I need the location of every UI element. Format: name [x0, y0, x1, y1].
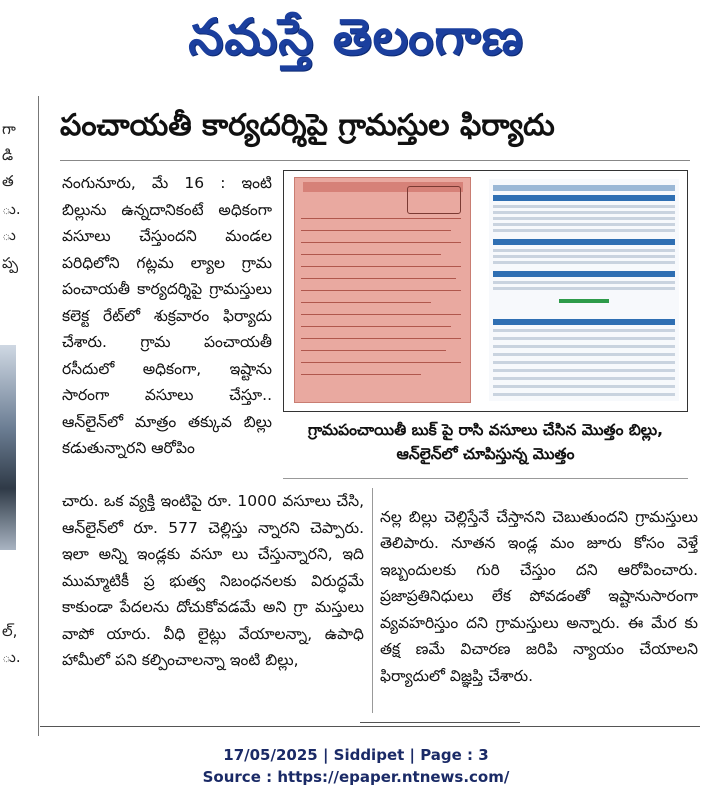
article-column-3 — [380, 488, 698, 705]
article-column-2 — [62, 488, 364, 674]
photo-caption: గ్రామపంచాయితీ బుక్ పై రాసి వసూలు చేసిన మొత్తం బిల్లు, ఆన్‌లైన్‌లో చూపిస్తున్న మొత్తం — [307, 421, 664, 463]
article-paragraph: నంగునూరు, మే 16 : ఇంటి బిల్లును ఉన్నదానికంటే అధికంగా వసూలు చేస్తుందని మండల పరిధిలోని గట్లమ ల్యాల గ్రామ పంచాయతీ కార్యదర్శిపై గ్రామస్తులు కలెక్ట రేట్‌లో శుక్రవారం ఫిర్యాదు చేశారు. గ్రామ పంచాయతీ రసీదులో అధికంగా, ఇష్టాను సారంగా వసూలు చేస్తూ.. ఆన్‌లైన్‌లో మాత్రం తక్కువ బిల్లు కడుతున్నారని ఆరోపిం — [62, 174, 272, 457]
online-record-screenshot — [489, 179, 679, 401]
article-bottom-rule — [40, 726, 700, 727]
masthead-title: నమస్తే తెలంగాణ — [188, 8, 524, 66]
fragment-text: ు. — [2, 200, 21, 218]
footer-source-line: Source : https://epaper.ntnews.com/ — [202, 768, 510, 786]
fragment-text: ు. — [2, 648, 21, 666]
page-footer — [0, 744, 712, 788]
fragment-text: త — [2, 172, 14, 190]
fragment-text: ల్, — [2, 622, 18, 640]
article-column-1 — [62, 170, 272, 462]
fragment-text: ప్ప — [2, 254, 19, 272]
article-end-mark — [360, 722, 520, 723]
masthead — [0, 0, 712, 80]
headline-rule — [60, 160, 690, 161]
adjacent-photo — [0, 345, 16, 550]
column-divider — [372, 488, 373, 713]
article-paragraph: చారు. ఒక వ్యక్తి ఇంటిపై రూ. 1000 వసూలు చేసి, ఆన్‌లైన్‌లో రూ. 577 చెల్లిస్తు న్నారని చెప్పారు. ఇలా అన్ని ఇండ్లకు వసూ లు చేస్తున్నారని, ఇది ముమ్మాటికీ ప్ర భుత్వ నిబంధనలకు విరుద్ధమే కాకుండా పేదలను దోచుకోవడమే అని గ్రా మస్తులు వాపో యారు. వీధి లైట్లు వేయాలన్నా, ఉపాధి హామీలో పని కల్పించాలన్నా ఇంటి బిల్లు, — [62, 492, 364, 669]
article-paragraph: నల్ల బిల్లు చెల్లిస్తేనే చేస్తానని చెబుతుందని గ్రామస్తులు తెలిపారు. నూతన ఇండ్ల మం జూరు కోసం వెళ్తే ఇబ్బందులకు గురి చేస్తుం దని ఆరోపించారు. ప్రజాప్రతినిధులు లేక పోవడంతో ఇష్టానుసారంగా వ్యవహరిస్తుం దని గ్రామస్తులు అన్నారు. ఈ మేర కు తక్ష ణమే విచారణ జరిపి న్యాయం చేయాలని ఫిర్యాదులో విజ్ఞప్తి చేశారు. — [380, 507, 698, 685]
footer-date-line: 17/05/2025 | Siddipet | Page : 3 — [223, 746, 489, 764]
caption-rule — [283, 478, 688, 479]
fragment-text: డి — [2, 146, 14, 164]
article-photo — [283, 170, 688, 412]
fragment-text: ు — [2, 226, 16, 244]
article-headline: పంచాయతీ కార్యదర్శిపై గ్రామస్తుల ఫిర్యాదు — [60, 108, 555, 143]
fragment-text: గా — [2, 120, 16, 138]
receipt-image — [294, 177, 471, 403]
column-divider — [38, 96, 39, 736]
